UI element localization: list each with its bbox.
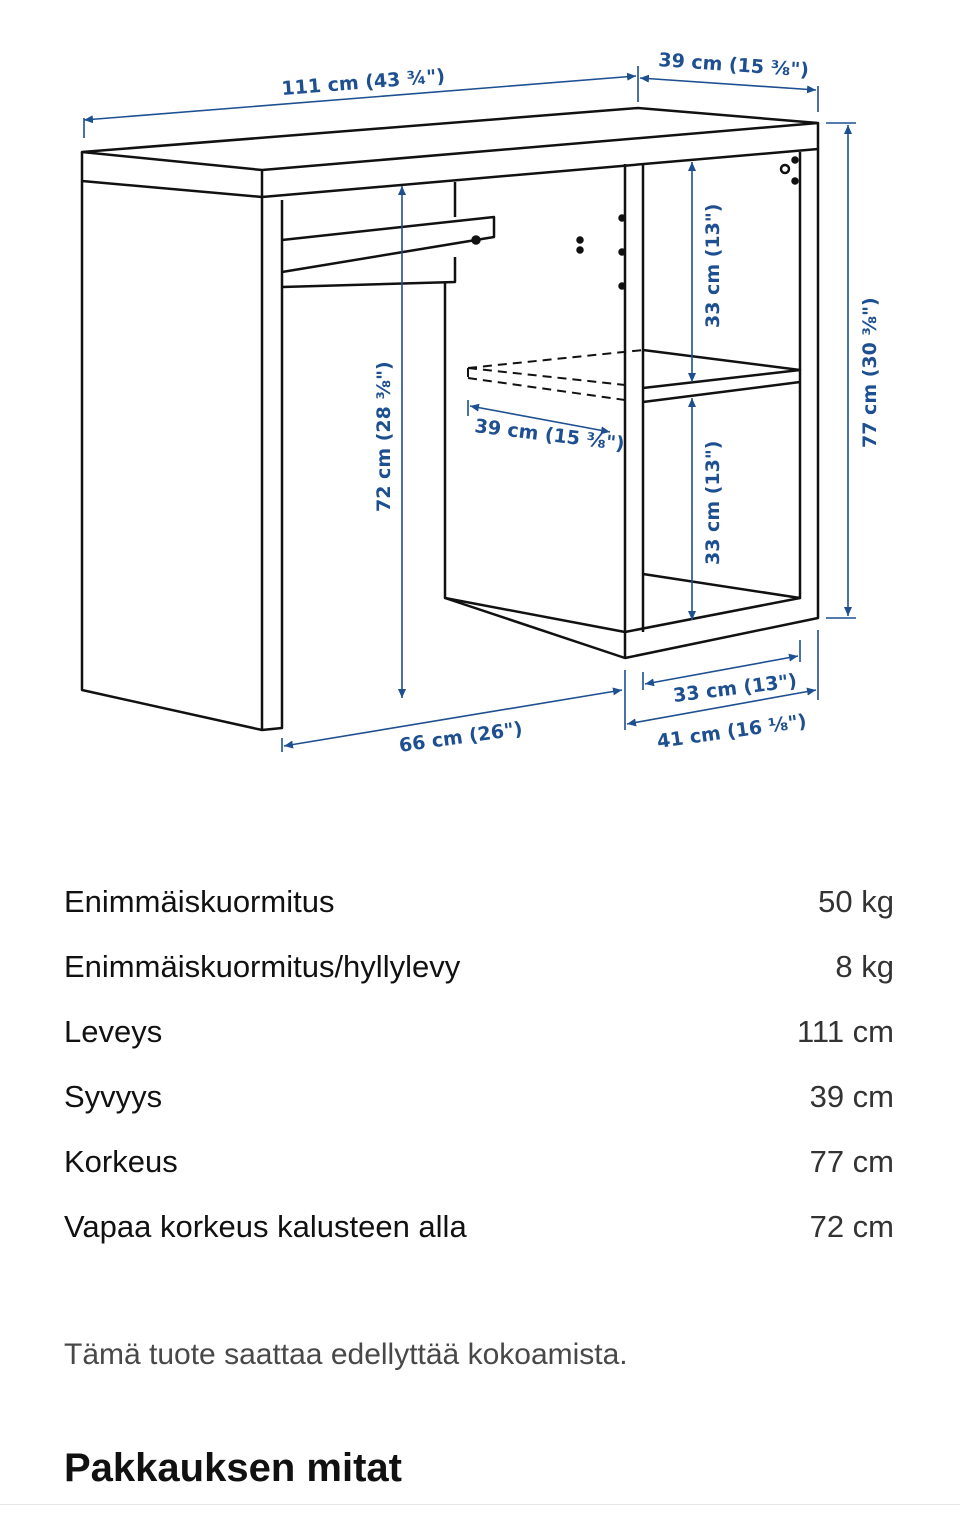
spec-list	[64, 884, 894, 1274]
spec-label: Syvyys	[64, 1079, 163, 1114]
package-dimensions-heading[interactable]: Pakkauksen mitat	[64, 1446, 402, 1490]
spec-value: 111 cm	[796, 1014, 894, 1049]
shelf-upper-label: 33 cm (13")	[702, 203, 724, 328]
spec-label: Enimmäiskuormitus/hyllylevy	[64, 949, 461, 984]
spec-label: Korkeus	[64, 1144, 178, 1179]
assembly-note: Tämä tuote saattaa edellyttää kokoamista.	[64, 1338, 628, 1371]
divider	[0, 1504, 960, 1505]
spec-value: 8 kg	[835, 949, 894, 984]
dimension-lines	[84, 66, 856, 752]
height-total-label: 77 cm (30 ⅜")	[859, 297, 881, 448]
spec-label: Leveys	[64, 1014, 163, 1049]
shelf-outer-width-label: 41 cm (16 ⅛")	[655, 710, 808, 753]
spec-value: 77 cm	[809, 1144, 894, 1179]
depth-top-label: 39 cm (15 ⅜")	[657, 49, 810, 82]
spec-value: 50 kg	[818, 884, 894, 919]
shelf-depth-label: 39 cm (15 ⅜")	[473, 415, 626, 456]
spec-row	[64, 1014, 894, 1079]
desk-outline	[82, 108, 818, 730]
spec-row	[64, 884, 894, 949]
spec-row	[64, 949, 894, 1014]
spec-row	[64, 1144, 894, 1209]
free-height-label: 72 cm (28 ⅜")	[373, 361, 395, 512]
shelf-inner-width-label: 33 cm (13")	[671, 669, 799, 707]
shelf-lower-label: 33 cm (13")	[702, 440, 724, 565]
spec-row	[64, 1079, 894, 1144]
knee-width-label: 66 cm (26")	[397, 717, 524, 757]
spec-row	[64, 1209, 894, 1274]
spec-label: Vapaa korkeus kalusteen alla	[64, 1209, 467, 1244]
spec-value: 39 cm	[809, 1079, 894, 1114]
spec-label: Enimmäiskuormitus	[64, 884, 335, 919]
width-total-label: 111 cm (43 ¾")	[280, 65, 446, 100]
spec-value: 72 cm	[809, 1209, 894, 1244]
dashed-shelf	[468, 350, 643, 400]
